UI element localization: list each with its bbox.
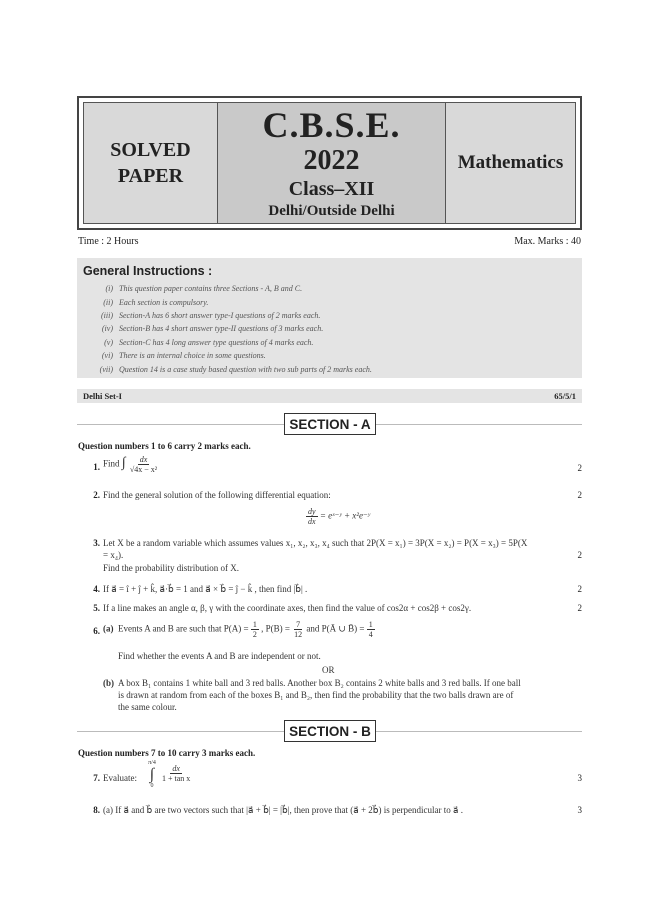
q6b-line2: is drawn at random from each of the boxes B₁ and B₂, then find the probability that the two balls drawn are of (118, 690, 514, 700)
q6a-line2: Find whether the events A and B are independent or not. (118, 651, 321, 661)
q3-line2: = x₄). (103, 550, 124, 560)
q1-number: 1. (93, 462, 100, 472)
section-b-heading: SECTION - B (284, 720, 376, 742)
q7-number: 7. (93, 773, 100, 783)
q7-integral: π/4 ∫ 0 (148, 760, 156, 789)
q6-number: 6. (93, 626, 100, 636)
paper-header (77, 96, 582, 230)
instruction-item: (vi) There is an internal choice in some questions. (101, 351, 266, 361)
q6-or: OR (322, 665, 335, 675)
instructions-list (85, 282, 372, 376)
q1-fraction: $\frac{dx}{\text{√4x − x²}}$ (129, 455, 158, 474)
q6a-text: (a) Events A and B are such that P(A) = $\frac{1}{2}$ , P(B) = $\frac{7}{12}$ and P(Ā ∪ B̄) = $\frac{1}{4}$ (103, 620, 373, 639)
q6b-part-label: (b) (103, 678, 114, 688)
q4-marks: 2 (577, 584, 582, 594)
q8-marks: 3 (577, 805, 582, 815)
q2-text: Find the general solution of the following differential equation: (103, 490, 331, 500)
paper-label: PAPER (117, 165, 184, 187)
instruction-item: (i) This question paper contains three Sections - A, B and C. (105, 284, 303, 294)
instruction-item: (vii) Question 14 is a case study based question with two sub parts of 2 marks each. (99, 364, 372, 374)
q3-number: 3. (93, 538, 100, 548)
instruction-item: (iv) Section-B has 4 short answer type-II questions of 3 marks each. (101, 324, 324, 334)
solved-paper-label (84, 103, 218, 223)
class-label: Class–XII (288, 178, 375, 200)
q2-equation: $\frac{dy}{dx}$ = eˣ⁻ʸ + x²e⁻ʸ (308, 507, 371, 526)
q4-number: 4. (93, 584, 100, 594)
exam-year: 2022 (303, 145, 360, 176)
q3-line3: Find the probability distribution of X. (103, 563, 239, 573)
q2-number: 2. (93, 490, 100, 500)
instructions-title: General Instructions : (83, 264, 213, 278)
q7-label: Evaluate: (103, 773, 137, 783)
region-label: Delhi/Outside Delhi (268, 203, 395, 219)
instruction-item: (ii) Each section is compulsory. (103, 297, 209, 307)
q5-number: 5. (93, 603, 100, 613)
subject-block (446, 103, 575, 223)
general-instructions (77, 258, 582, 378)
section-a-heading: SECTION - A (284, 413, 376, 435)
q8-number: 8. (93, 805, 100, 815)
time-label: Time : 2 Hours (78, 236, 139, 247)
q3-line1: Let X be a random variable which assumes values x₁, x₂, x₃, x₄ such that 2P(X = x₁) = 3P(X = x₂) = P(X = x₃) = 5P(X (103, 538, 528, 548)
instruction-item: (iii) Section-A has 6 short answer type-I questions of 2 marks each. (101, 310, 321, 320)
q4-text: If a⃗ = î + ĵ + k̂, a⃗·b⃗ = 1 and a⃗ × b⃗ = ĵ − k̂ , then find |b⃗| . (103, 584, 308, 594)
q3-marks: 2 (577, 550, 582, 560)
q7-fraction: $\frac{dx}{\text{1 + tan x}}$ (162, 764, 191, 783)
integral-sign: ∫ (121, 455, 126, 471)
section-a-note: Question numbers 1 to 6 carry 2 marks each. (78, 441, 251, 451)
subject-label: Mathematics (457, 152, 564, 173)
q1-text: Find ∫ $\frac{dx}{\text{√4x − x²}}$ (103, 455, 158, 474)
set-bar (77, 389, 582, 403)
q6b-line3: the same colour. (118, 702, 177, 712)
q5-marks: 2 (577, 603, 582, 613)
set-code: 65/5/1 (554, 391, 576, 401)
max-marks-label: Max. Marks : 40 (514, 236, 581, 247)
q1-marks: 2 (577, 463, 582, 473)
q8-text: (a) If a⃗ and b⃗ are two vectors such that |a⃗ + b⃗| = |b⃗|, then prove that (a⃗ + 2b⃗) is perpendicular to a⃗ . (103, 805, 463, 815)
solved-label: SOLVED (110, 139, 191, 161)
q2-marks: 2 (577, 490, 582, 500)
section-b-note: Question numbers 7 to 10 carry 3 marks each. (78, 748, 256, 758)
q5-text: If a line makes an angle α, β, γ with the coordinate axes, then find the value of cos2α + cos2β + cos2γ. (103, 603, 472, 613)
instruction-item: (v) Section-C has 4 long answer type questions of 4 marks each. (104, 337, 314, 347)
exam-title-block (218, 103, 446, 223)
board-name: C.B.S.E. (262, 105, 401, 145)
q7-marks: 3 (577, 773, 582, 783)
set-name: Delhi Set-I (83, 391, 122, 401)
q6b-line1: A box B₁ contains 1 white ball and 3 red balls. Another box B₂ contains 2 white balls and 3 red balls. If one ball (118, 678, 521, 688)
